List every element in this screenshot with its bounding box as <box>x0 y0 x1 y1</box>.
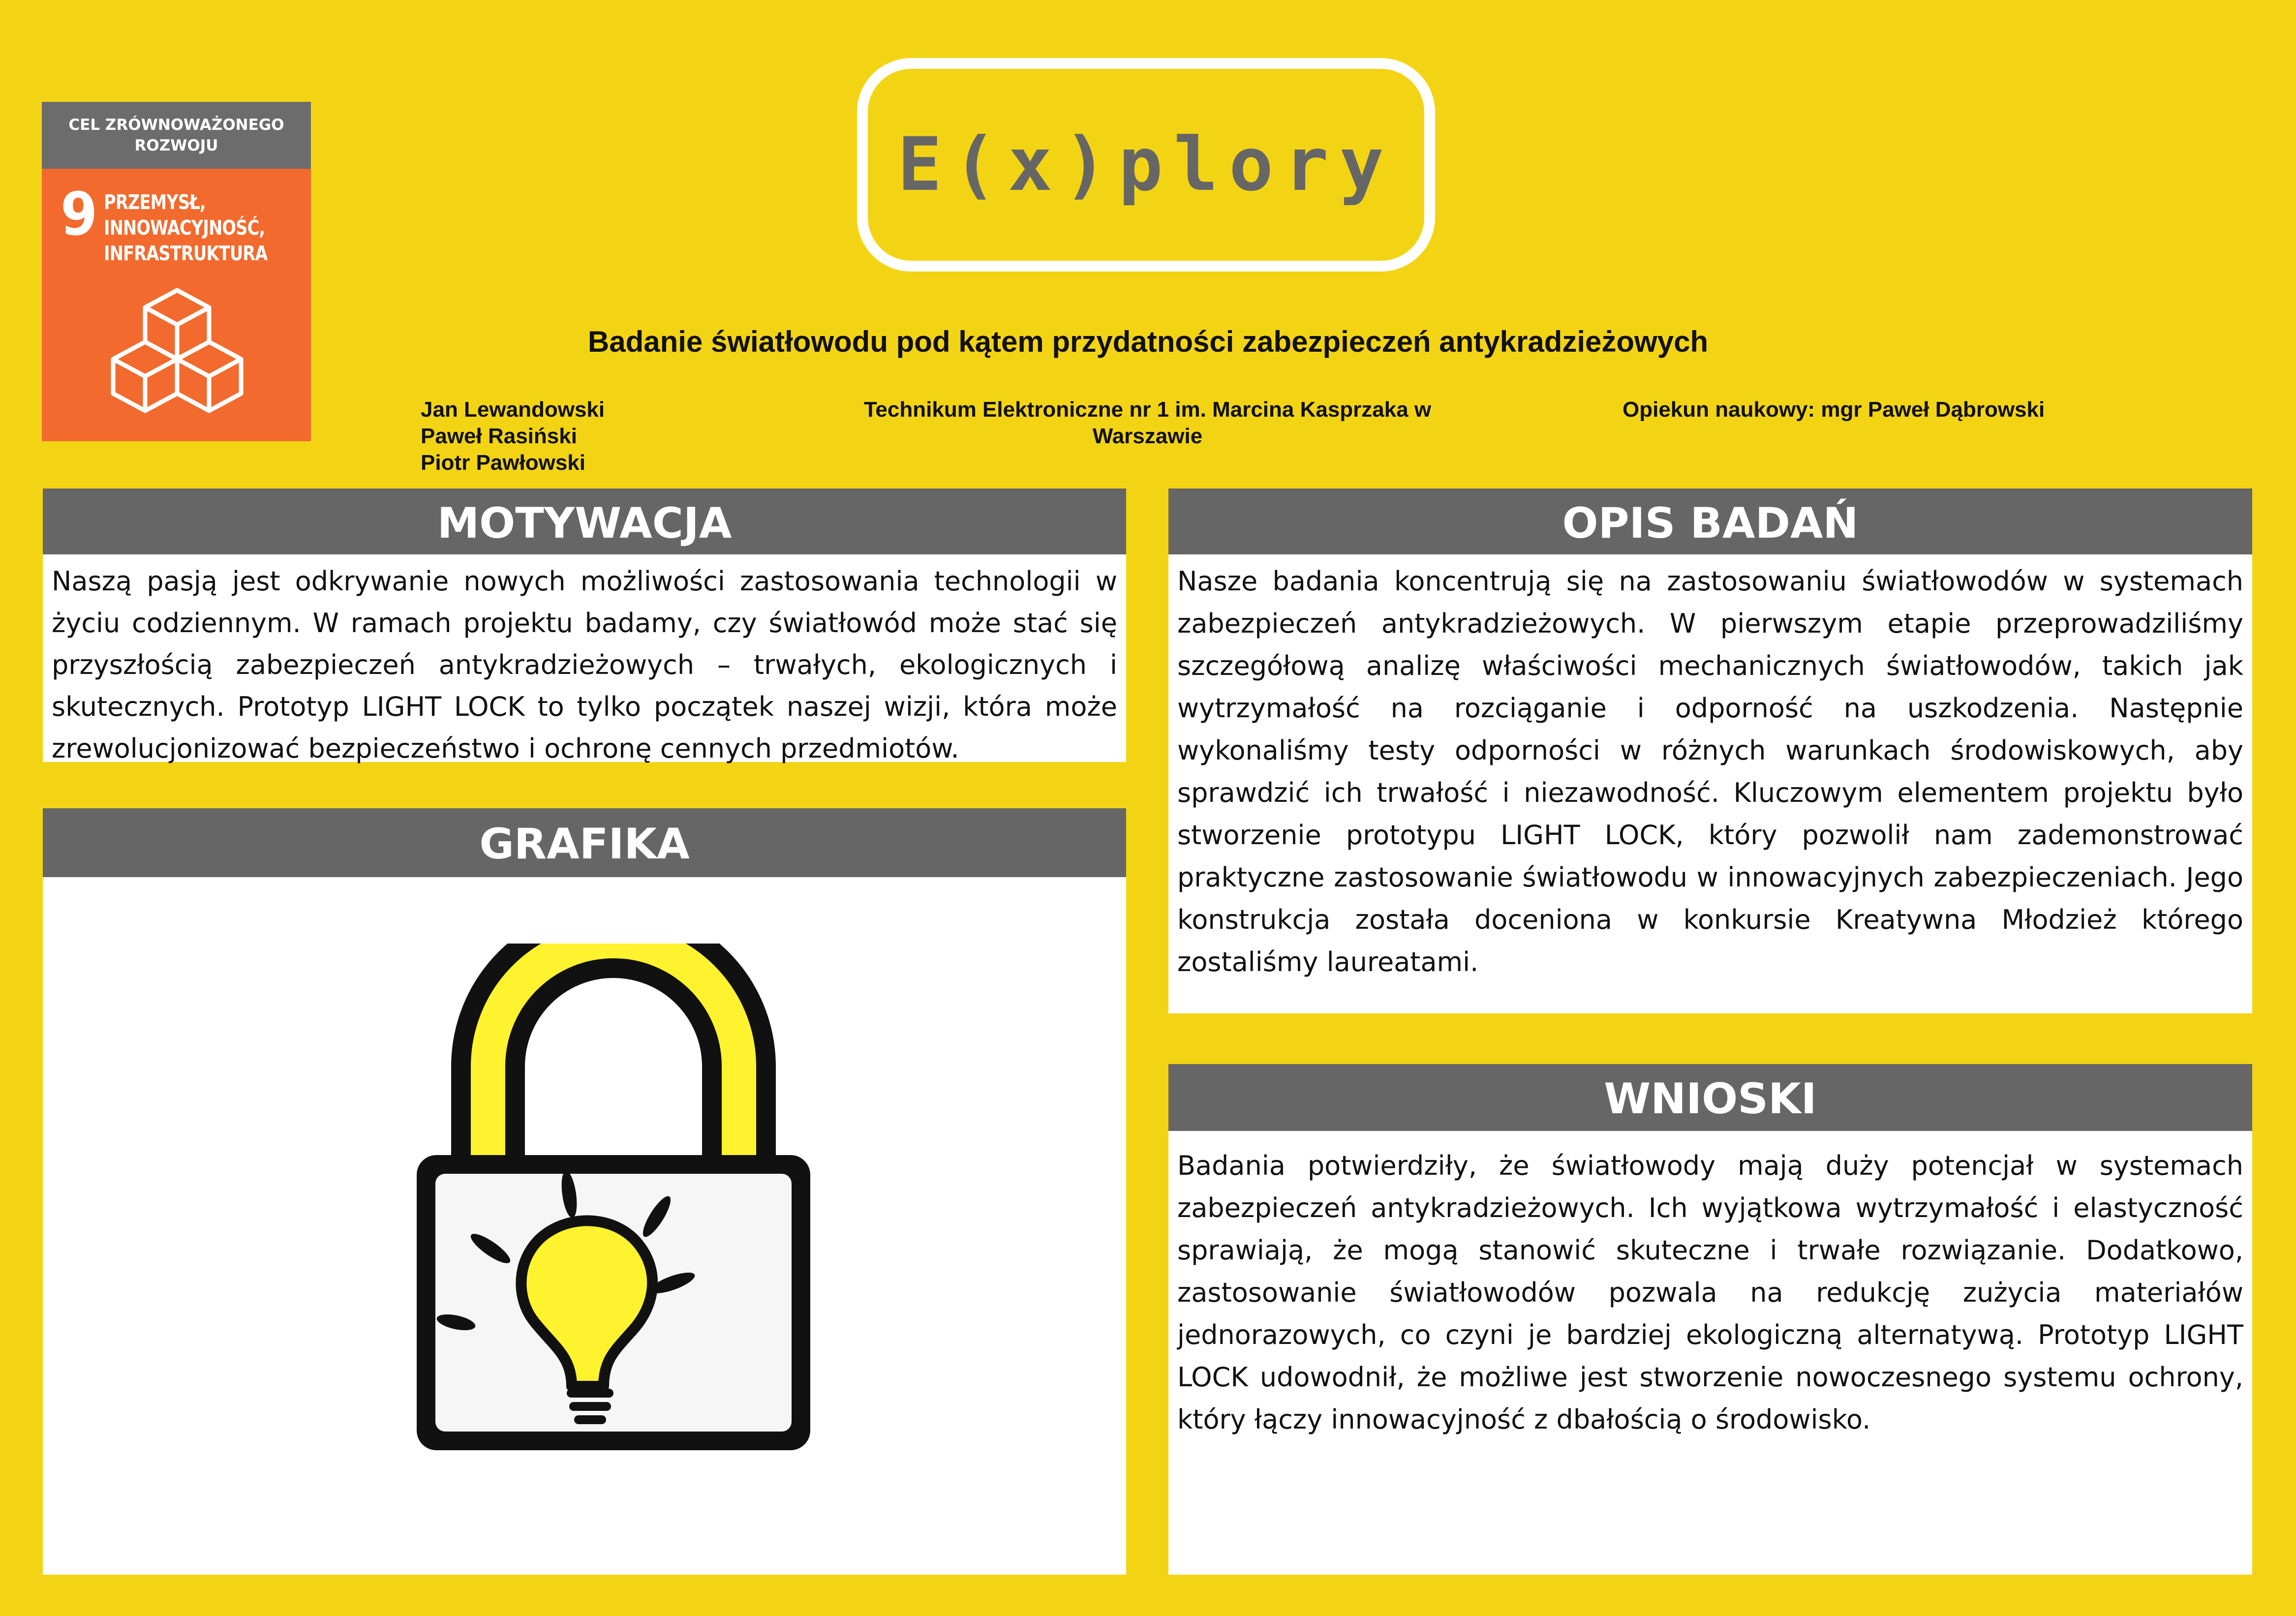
motywacja-heading: MOTYWACJA <box>43 488 1126 554</box>
author-name: Paweł Rasiński <box>421 424 577 448</box>
authors <box>421 396 605 476</box>
supervisor: Opiekun naukowy: mgr Paweł Dąbrowski <box>1623 397 2045 422</box>
grafika-panel <box>43 877 1126 1575</box>
logo: E(x)plory <box>897 122 1395 208</box>
sdg-goal-text: PRZEMYSŁ, INNOWACYJNOŚĆ, INFRASTRUKTURA <box>104 190 268 265</box>
wnioski-heading: WNIOSKI <box>1168 1064 2252 1131</box>
school-name: Technikum Elektroniczne nr 1 im. Marcina Kasprzaka w Warszawie <box>863 397 1432 448</box>
stacked-cubes-icon <box>106 288 248 430</box>
padlock-lightbulb-icon <box>407 944 820 1460</box>
sdg-number: 9 <box>61 181 98 249</box>
grafika-heading: GRAFIKA <box>43 808 1126 877</box>
sdg-header: CEL ZRÓWNOWAŻONEGO ROZWOJU <box>42 102 311 169</box>
opis-badan-text: Nasze badania koncentrują się na zastosowaniu światłowodów w systemach zabezpieczeń antykradzieżowych. W pierwszym etapie przeprowadziliśmy szczegółową analizę właściwości mechanicznych światłowodów, takich jak wytrzymałość na rozciąganie i odporność na uszkodzenia. Następnie wykonaliśmy testy odporności w różnych warunkach środowiskowych, aby sprawdzić ich trwałość i niezawodność. Kluczowym elementem projektu było stworzenie prototypu LIGHT LOCK, który pozwolił nam zademonstrować praktyczne zastosowanie światłowodu w innowacyjnych zabezpieczeniach. Jego konstrukcja została doceniona w konkursie Kreatywna Młodzież którego zostaliśmy laureatami. <box>1168 554 2252 1013</box>
author-name: Piotr Pawłowski <box>421 451 585 475</box>
motywacja-text: Naszą pasją jest odkrywanie nowych możliwości zastosowania technologii w życiu codziennym. W ramach projektu badamy, czy światłowód może stać się przyszłością zabezpieczeń antykradzieżowych – trwałych, ekologicznych i skutecznych. Prototyp LIGHT LOCK to tylko początek naszej wizji, która może zrewolucjonizować bezpieczeństwo i ochronę cennych przedmiotów. <box>43 554 1126 762</box>
opis-badan-heading: OPIS BADAŃ <box>1168 488 2252 554</box>
sdg-body <box>42 169 311 441</box>
author-name: Jan Lewandowski <box>421 397 605 422</box>
poster-title: Badanie światłowodu pod kątem przydatności zabezpieczeń antykradzieżowych <box>587 325 1709 358</box>
sdg-goal-9-badge <box>42 102 311 441</box>
wnioski-text: Badania potwierdziły, że światłowody mają duży potencjał w systemach zabezpieczeń antykradzieżowych. Ich wyjątkowa wytrzymałość i elastyczność sprawiają, że mogą stanowić skuteczne i trwałe rozwiązanie. Dodatkowo, zastosowanie światłowodów pozwala na redukcję zużycia materiałów jednorazowych, co czyni je bardziej ekologiczną alternatywą. Prototyp LIGHT LOCK udowodnił, że możliwe jest stworzenie nowoczesnego systemu ochrony, który łączy innowacyjność z dbałością o środowisko. <box>1168 1131 2252 1575</box>
